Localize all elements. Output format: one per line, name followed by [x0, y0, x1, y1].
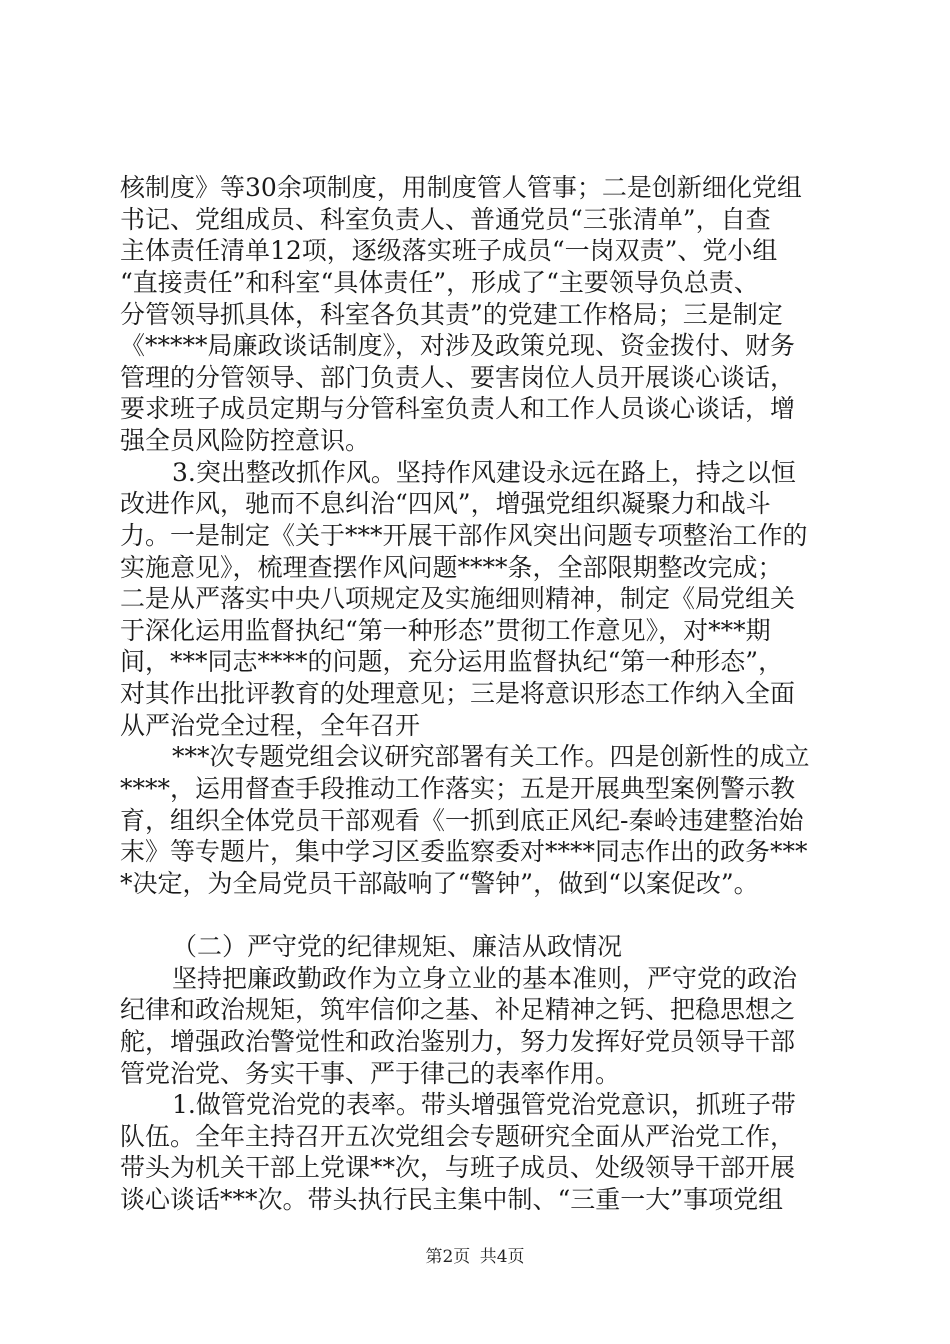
page-footer	[0, 1246, 950, 1268]
paragraph-first-line: ***次专题党组会议研究部署有关工作。四是创新性的成立	[172, 742, 810, 771]
total-pages: 共4页	[479, 1247, 525, 1267]
text-line: 实施意见》，梳理查摆作风问题****条，全部限期整改完成；	[120, 553, 783, 582]
text-line: 分管领导抓具体，科室各负其责”的党建工作格局；三是制定	[120, 300, 783, 329]
text-line: 强全员风险防控意识。	[120, 426, 371, 455]
text-line: 对其作出批评教育的处理意见；三是将意识形态工作纳入全面	[120, 679, 796, 708]
text-line: 要求班子成员定期与分管科室负责人和工作人员谈心谈话，增	[120, 394, 796, 423]
text-line: 带头为机关干部上党课**次，与班子成员、处级领导干部开展	[120, 1153, 796, 1182]
text-line: 谈心谈话***次。带头执行民主集中制、“三重一大”事项党组	[120, 1185, 784, 1214]
text-line: 核制度》等30余项制度，用制度管人管事；二是创新细化党组	[120, 173, 802, 202]
text-line: 《*****局廉政谈话制度》，对涉及政策兑现、资金拨付、财务	[120, 331, 796, 360]
text-line: 从严治党全过程，全年召开	[120, 711, 421, 740]
paragraph-first-line: 3.突出整改抓作风。坚持作风建设永远在路上，持之以恒	[172, 458, 796, 487]
text-line: 力。一是制定《关于***开展干部作风突出问题专项整治工作的	[120, 521, 808, 550]
text-line: 于深化运用监督执纪“第一种形态”贯彻工作意见》，对***期	[120, 616, 771, 645]
text-line: ****，运用督查手段推动工作落实；五是开展典型案例警示教	[120, 774, 796, 803]
paragraph-first-line: 1.做管党治党的表率。带头增强管党治党意识，抓班子带	[172, 1090, 796, 1119]
text-line: 管理的分管领导、部门负责人、要害岗位人员开展谈心谈话，	[120, 363, 796, 392]
text-line: 主体责任清单12项，逐级落实班子成员“一岗双责”、党小组	[120, 236, 778, 265]
text-line: 间，***同志****的问题，充分运用监督执纪“第一种形态”，	[120, 647, 784, 676]
text-line: 育，组织全体党员干部观看《一抓到底正风纪-秦岭违建整治始	[120, 806, 804, 835]
text-line: *决定，为全局党员干部敲响了“警钟”，做到“以案促改”。	[120, 869, 759, 898]
text-line: 改进作风，驰而不息纠治“四风”，增强党组织凝聚力和战斗	[120, 489, 771, 518]
text-line: 二是从严落实中央八项规定及实施细则精神，制定《局党组关	[120, 584, 796, 613]
text-line: 书记、党组成员、科室负责人、普通党员“三张清单”，自查	[120, 205, 771, 234]
paragraph-first-line: 坚持把廉政勤政作为立身立业的基本准则，严守党的政治	[172, 964, 798, 993]
text-line: 管党治党、务实干事、严于律己的表率作用。	[120, 1059, 621, 1088]
section-heading: （二）严守党的纪律规矩、廉洁从政情况	[172, 932, 623, 961]
text-line: 队伍。全年主持召开五次党组会专题研究全面从严治党工作，	[120, 1122, 796, 1151]
text-line: 末》等专题片，集中学习区委监察委对****同志作出的政务***	[120, 837, 808, 866]
text-line: 舵，增强政治警觉性和政治鉴别力，努力发挥好党员领导干部	[120, 1027, 796, 1056]
text-line: 纪律和政治规矩，筑牢信仰之基、补足精神之钙、把稳思想之	[120, 995, 796, 1024]
text-line: “直接责任”和科室“具体责任”，形成了“主要领导负总责、	[120, 268, 759, 297]
page-number: 第2页	[425, 1247, 471, 1267]
